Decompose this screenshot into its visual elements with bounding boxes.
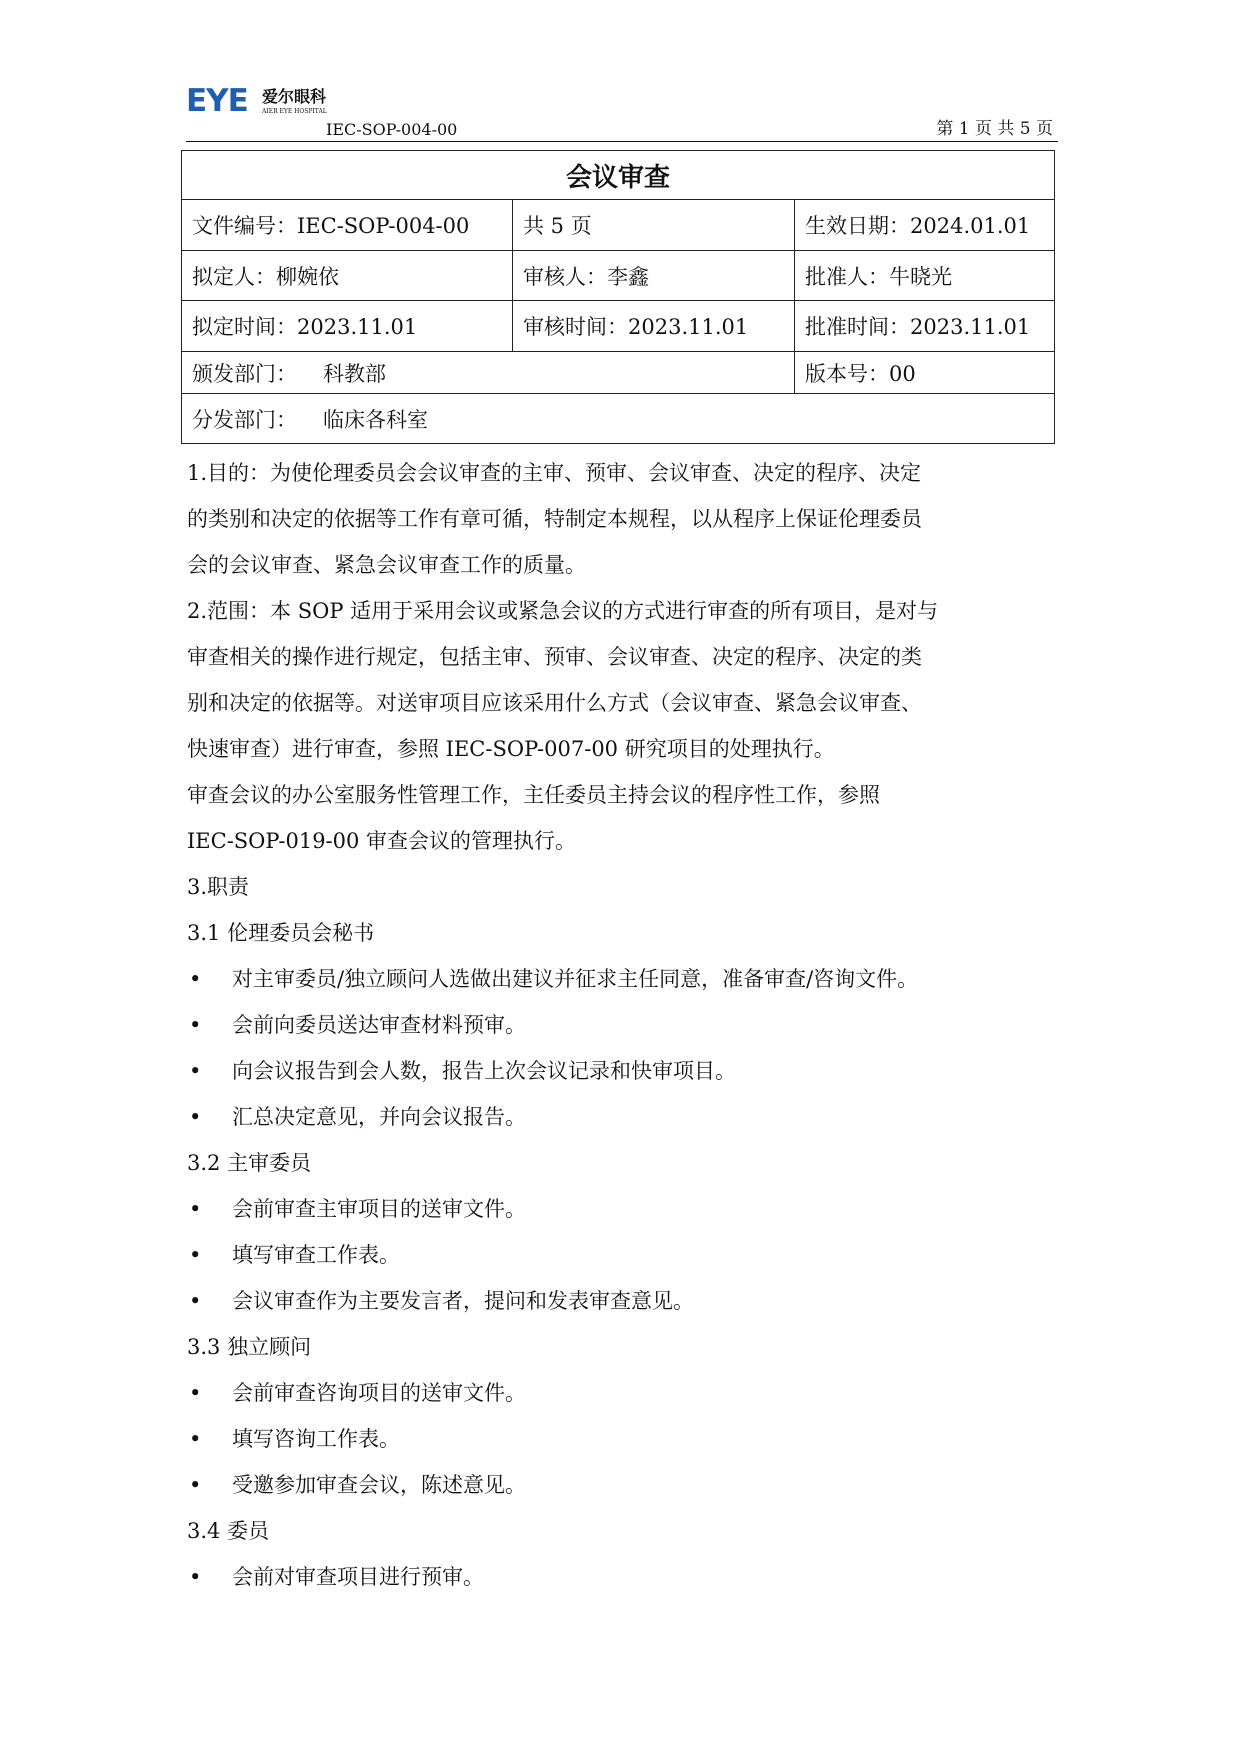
issue-department-label: 颁发部门： (192, 361, 297, 386)
review-time: 审核时间：2023.11.01 (513, 301, 795, 352)
document-title: 会议审查 (182, 151, 1055, 200)
drafter: 拟定人：柳婉依 (182, 251, 513, 301)
page-header (186, 82, 1058, 142)
header-divider (186, 141, 1058, 142)
bullet-icon: • (189, 1013, 202, 1037)
logo-english-name: AIER EYE HOSPITAL (262, 108, 327, 115)
page-count: 共 5 页 (513, 200, 795, 251)
version-number: 版本号：00 (795, 352, 1055, 394)
list-item (187, 1370, 1057, 1416)
scope-line: 快速审查）进行审查，参照 IEC-SOP-007-00 研究项目的处理执行。 (187, 737, 835, 761)
scope-line: 审查相关的操作进行规定，包括主审、预审、会议审查、决定的程序、决定的类 (187, 645, 922, 669)
purpose-line: 的类别和决定的依据等工作有章可循，特制定本规程，以从程序上保证伦理委员 (187, 507, 922, 531)
distribution-department: 临床各科室 (323, 407, 428, 432)
list-item (187, 1278, 1057, 1324)
hospital-logo (186, 83, 341, 120)
list-item-text: 汇总决定意见，并向会议报告。 (232, 1105, 526, 1129)
document-body (187, 450, 1057, 1600)
list-item-text: 对主审委员/独立顾问人选做出建议并征求主任同意，准备审查/咨询文件。 (232, 967, 919, 991)
subsection-heading-members: 3.4 委员 (187, 1519, 270, 1543)
list-item (187, 956, 1057, 1002)
list-item (187, 1048, 1057, 1094)
list-item (187, 1094, 1057, 1140)
bullet-icon: • (189, 1059, 202, 1083)
list-item-text: 会前对审查项目进行预审。 (232, 1565, 484, 1589)
effective-date: 生效日期：2024.01.01 (795, 200, 1055, 251)
logo-mark: EYE (186, 83, 248, 119)
list-item-text: 填写审查工作表。 (232, 1243, 400, 1267)
list-item-text: 会议审查作为主要发言者，提问和发表审查意见。 (232, 1289, 694, 1313)
bullet-icon: • (189, 1427, 202, 1451)
scope-line: 别和决定的依据等。对送审项目应该采用什么方式（会议审查、紧急会议审查、 (187, 691, 922, 715)
issue-department-cell (182, 352, 795, 394)
purpose-line: 1.目的：为使伦理委员会会议审查的主审、预审、会议审查、决定的程序、决定 (187, 461, 922, 485)
reviewer: 审核人：李鑫 (513, 251, 795, 301)
bullet-icon: • (189, 1197, 202, 1221)
list-item-text: 会前审查主审项目的送审文件。 (232, 1197, 526, 1221)
bullet-icon: • (189, 1381, 202, 1405)
distribution-department-cell (182, 394, 1055, 444)
subsection-heading-secretary: 3.1 伦理委员会秘书 (187, 921, 375, 945)
list-item (187, 1232, 1057, 1278)
purpose-line: 会的会议审查、紧急会议审查工作的质量。 (187, 553, 586, 577)
draft-time: 拟定时间：2023.11.01 (182, 301, 513, 352)
section-heading-responsibilities: 3.职责 (187, 875, 250, 899)
bullet-icon: • (189, 1289, 202, 1313)
approve-time: 批准时间：2023.11.01 (795, 301, 1055, 352)
bullet-icon: • (189, 1473, 202, 1497)
list-item-text: 受邀参加审查会议，陈述意见。 (232, 1473, 526, 1497)
list-item (187, 1186, 1057, 1232)
bullet-icon: • (189, 1105, 202, 1129)
list-item (187, 1462, 1057, 1508)
bullet-icon: • (189, 1243, 202, 1267)
approver: 批准人：牛晓光 (795, 251, 1055, 301)
file-number: 文件编号：IEC-SOP-004-00 (182, 200, 513, 251)
header-page-info: 第 1 页 共 5 页 (936, 119, 1053, 139)
scope-line: 2.范围：本 SOP 适用于采用会议或紧急会议的方式进行审查的所有项目，是对与 (187, 599, 939, 623)
meeting-management-line: 审查会议的办公室服务性管理工作，主任委员主持会议的程序性工作，参照 (187, 783, 880, 807)
distribution-department-label: 分发部门： (192, 407, 297, 432)
logo-chinese-name: 爱尔眼科 (262, 87, 327, 106)
list-item-text: 向会议报告到会人数，报告上次会议记录和快审项目。 (232, 1059, 736, 1083)
list-item (187, 1416, 1057, 1462)
list-item-text: 会前审查咨询项目的送审文件。 (232, 1381, 526, 1405)
subsection-heading-primary-reviewer: 3.2 主审委员 (187, 1151, 312, 1175)
issue-department: 科教部 (323, 361, 386, 386)
meeting-management-line: IEC-SOP-019-00 审查会议的管理执行。 (187, 829, 577, 853)
bullet-icon: • (189, 967, 202, 991)
bullet-icon: • (189, 1565, 202, 1589)
list-item-text: 会前向委员送达审查材料预审。 (232, 1013, 526, 1037)
subsection-heading-independent-consultant: 3.3 独立顾问 (187, 1335, 312, 1359)
header-doc-number: IEC-SOP-004-00 (326, 120, 458, 139)
list-item (187, 1554, 1057, 1600)
list-item-text: 填写咨询工作表。 (232, 1427, 400, 1451)
document-info-table (181, 150, 1055, 444)
list-item (187, 1002, 1057, 1048)
